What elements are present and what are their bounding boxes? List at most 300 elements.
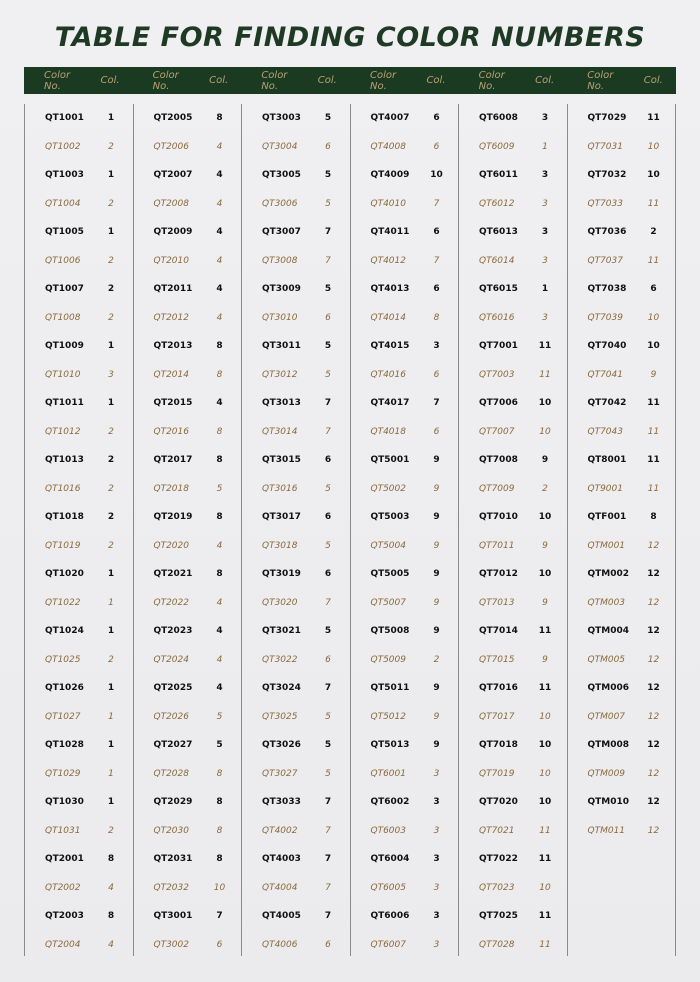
- table-row: [242, 389, 350, 418]
- color-number: 5: [325, 711, 331, 722]
- color-number: 3: [433, 882, 440, 893]
- color-number: 11: [538, 854, 552, 865]
- table-row: [351, 874, 459, 903]
- color-number: 8: [216, 369, 223, 380]
- page-title: TABLE FOR FINDING COLOR NUMBERS: [54, 22, 646, 53]
- color-number: 9: [433, 512, 440, 523]
- color-number: 6: [324, 455, 332, 466]
- color-number: 3: [433, 939, 440, 950]
- table-row: [351, 931, 459, 960]
- table-row: [459, 247, 567, 276]
- color-number: 7: [325, 426, 331, 437]
- table-row: [568, 703, 676, 732]
- table-row: [25, 560, 133, 589]
- table-row: [242, 247, 350, 276]
- table-row: [134, 703, 242, 732]
- color-code: QT1024: [45, 626, 84, 637]
- color-code: QT7041: [587, 369, 623, 380]
- color-code: QT3021: [262, 626, 301, 637]
- table-row: [25, 760, 133, 789]
- color-number: 8: [650, 512, 657, 523]
- color-number: 6: [324, 569, 332, 580]
- color-code: QT3026: [262, 740, 301, 751]
- color-number: 7: [324, 797, 332, 808]
- color-code: QT1012: [45, 426, 81, 437]
- table-row: [568, 133, 676, 162]
- color-code: QT4016: [370, 369, 406, 380]
- color-number: 8: [216, 797, 223, 808]
- table-row: [351, 646, 459, 675]
- color-number: 6: [433, 227, 440, 238]
- table-row: [568, 275, 676, 304]
- color-number: 12: [647, 683, 660, 694]
- table-row: [459, 874, 567, 903]
- table-row: [134, 304, 242, 333]
- table-row: [459, 275, 567, 304]
- color-number: 7: [433, 198, 440, 209]
- color-code: QT9001: [587, 483, 623, 494]
- color-number: 2: [108, 198, 114, 209]
- table-row: [134, 902, 242, 931]
- table-row: [351, 304, 459, 333]
- color-code: QT3003: [262, 113, 301, 124]
- color-number: 9: [541, 455, 549, 466]
- color-number: 9: [542, 540, 548, 551]
- color-code: QT1004: [45, 198, 81, 209]
- table-row: [351, 617, 459, 646]
- color-code: QT2021: [153, 569, 193, 580]
- table-row: [568, 817, 676, 846]
- table-row: [25, 332, 133, 361]
- color-number: 3: [433, 341, 440, 352]
- table-row: [351, 731, 459, 760]
- header-group: [241, 67, 350, 94]
- color-number: 2: [433, 654, 440, 665]
- color-code: QT3008: [262, 255, 298, 266]
- color-number: 8: [216, 825, 223, 836]
- table-row: [242, 190, 350, 219]
- color-number: 6: [433, 284, 440, 295]
- color-number: 10: [539, 768, 551, 779]
- color-code: QT7012: [479, 569, 518, 580]
- color-number: 3: [542, 312, 548, 323]
- table-row: [25, 646, 133, 675]
- color-number: 3: [541, 170, 549, 181]
- table-row: [568, 646, 676, 675]
- color-number: 4: [216, 255, 223, 266]
- table-row: [568, 617, 676, 646]
- color-code: QT7019: [479, 768, 515, 779]
- table-row: [459, 418, 567, 447]
- color-code: QT7013: [479, 597, 515, 608]
- color-number: 1: [107, 113, 115, 124]
- color-number: 8: [216, 341, 223, 352]
- color-number: 10: [538, 740, 552, 751]
- color-code: QT1003: [45, 170, 84, 181]
- color-code: QT2008: [153, 198, 189, 209]
- color-code: QT2029: [153, 797, 193, 808]
- table-row: [242, 931, 350, 960]
- color-code: QT3005: [262, 170, 301, 181]
- color-code: QT7022: [479, 854, 518, 865]
- color-number: 7: [433, 398, 440, 409]
- color-code: QT1025: [45, 654, 81, 665]
- color-number: 8: [216, 455, 223, 466]
- table-row: [134, 817, 242, 846]
- table-column: [134, 104, 243, 956]
- color-number: 2: [542, 483, 548, 494]
- color-number: 1: [107, 683, 115, 694]
- table-row: [568, 560, 676, 589]
- color-number: 4: [216, 227, 223, 238]
- table-row: [25, 361, 133, 390]
- color-number: 10: [538, 797, 552, 808]
- header-col: Col.: [100, 75, 120, 86]
- color-number: 7: [325, 597, 331, 608]
- color-number: 9: [433, 683, 440, 694]
- color-number: 8: [216, 113, 223, 124]
- color-number: 11: [538, 911, 552, 922]
- color-code: QTM006: [587, 683, 630, 694]
- color-number: 2: [108, 255, 114, 266]
- color-code: QT4003: [262, 854, 301, 865]
- table-row: [568, 589, 676, 618]
- table-row: [25, 190, 133, 219]
- color-code: QT1029: [45, 768, 81, 779]
- color-code: QT1010: [45, 369, 81, 380]
- color-code: QT7042: [587, 398, 627, 409]
- color-code: QT3004: [262, 141, 298, 152]
- color-number: 1: [108, 768, 114, 779]
- table-row: [25, 446, 133, 475]
- color-number: 1: [107, 227, 115, 238]
- color-code: QT2012: [153, 312, 189, 323]
- color-code: QT7014: [479, 626, 518, 637]
- color-number: 9: [433, 569, 440, 580]
- color-number: 2: [108, 312, 114, 323]
- table-row: [134, 674, 242, 703]
- header-color-no: Color No.: [152, 69, 179, 92]
- color-code: QT1019: [45, 540, 81, 551]
- color-number: 1: [108, 597, 114, 608]
- table-row: [459, 931, 567, 960]
- color-code: QT7033: [587, 198, 623, 209]
- color-code: QT4012: [370, 255, 406, 266]
- table-row: [351, 703, 459, 732]
- color-number: 5: [324, 284, 332, 295]
- color-code: QT4011: [370, 227, 410, 238]
- color-code: QTM010: [587, 797, 630, 808]
- color-code: QT6009: [479, 141, 515, 152]
- color-number: 10: [539, 711, 551, 722]
- color-number: 3: [433, 768, 440, 779]
- color-number: 9: [433, 711, 440, 722]
- color-number: 8: [433, 312, 440, 323]
- color-code: QT3027: [262, 768, 298, 779]
- color-code: QTM004: [587, 626, 630, 637]
- color-code: QT2023: [153, 626, 193, 637]
- color-number: 6: [433, 113, 440, 124]
- table-row: [568, 760, 676, 789]
- color-code: QTM001: [587, 540, 626, 551]
- table-row: [134, 190, 242, 219]
- color-code: QT6004: [370, 854, 410, 865]
- color-number: 5: [325, 540, 331, 551]
- color-code: QT3001: [153, 911, 193, 922]
- color-code: QT2016: [153, 426, 189, 437]
- table-row: [25, 788, 133, 817]
- color-number: 4: [216, 683, 223, 694]
- header-col: Col.: [317, 75, 337, 86]
- color-code: QT6007: [370, 939, 406, 950]
- color-code: QT2018: [153, 483, 189, 494]
- color-code: QT7020: [479, 797, 518, 808]
- color-code: QT6016: [479, 312, 515, 323]
- color-code: QT3016: [262, 483, 298, 494]
- color-code: QTM008: [587, 740, 630, 751]
- color-code: QT1013: [45, 455, 84, 466]
- table-row: [134, 104, 242, 133]
- table-row: [25, 161, 133, 190]
- color-code: QT1011: [45, 398, 84, 409]
- table-row: [459, 646, 567, 675]
- color-code: QT8001: [587, 455, 627, 466]
- color-number: 10: [647, 341, 660, 352]
- color-code: QT2009: [153, 227, 193, 238]
- table-row: [25, 389, 133, 418]
- color-code: QT5003: [370, 512, 410, 523]
- color-number: 11: [647, 455, 660, 466]
- color-code: QT7003: [479, 369, 515, 380]
- color-code: QT2027: [153, 740, 193, 751]
- color-code: QT2032: [153, 882, 189, 893]
- table-row: [25, 902, 133, 931]
- color-number: 8: [216, 512, 223, 523]
- color-code: QT6015: [479, 284, 518, 295]
- color-code: QT1007: [45, 284, 84, 295]
- color-code: QTM009: [587, 768, 626, 779]
- header-col: Col.: [643, 75, 663, 86]
- table-row: [242, 275, 350, 304]
- color-number: 5: [216, 711, 223, 722]
- color-code: QT5002: [370, 483, 406, 494]
- color-number: 5: [324, 740, 332, 751]
- table-row: [242, 902, 350, 931]
- color-number: 7: [325, 882, 331, 893]
- table-row: [242, 161, 350, 190]
- table-row: [25, 275, 133, 304]
- color-number: 5: [324, 170, 332, 181]
- color-code: QT2001: [45, 854, 84, 865]
- table-row: [134, 788, 242, 817]
- table-row: [134, 503, 242, 532]
- color-code: QT3033: [262, 797, 301, 808]
- color-code: QT2010: [153, 255, 189, 266]
- color-code: QT3011: [262, 341, 301, 352]
- table-row: [134, 446, 242, 475]
- color-code: QT5007: [370, 597, 406, 608]
- table-row: [134, 361, 242, 390]
- color-code: QT3010: [262, 312, 298, 323]
- color-code: QT7032: [587, 170, 627, 181]
- color-code: QT1002: [45, 141, 81, 152]
- color-number: 11: [539, 939, 551, 950]
- color-code: QT2014: [153, 369, 189, 380]
- color-number: 7: [216, 911, 223, 922]
- table-row: [568, 104, 676, 133]
- table-row: [568, 731, 676, 760]
- color-table: [24, 104, 676, 956]
- color-number: 5: [216, 740, 223, 751]
- table-row: [351, 190, 459, 219]
- table-row: [568, 418, 676, 447]
- table-row: [134, 760, 242, 789]
- color-code: QT3019: [262, 569, 301, 580]
- color-number: 4: [216, 284, 223, 295]
- color-code: QT3007: [262, 227, 301, 238]
- color-code: QT6011: [479, 170, 518, 181]
- color-number: 6: [433, 141, 440, 152]
- header-group: [350, 67, 459, 94]
- color-code: QT5013: [370, 740, 410, 751]
- table-row: [459, 218, 567, 247]
- color-code: QT3015: [262, 455, 301, 466]
- color-number: 10: [538, 512, 552, 523]
- table-row: [459, 817, 567, 846]
- table-row: [459, 446, 567, 475]
- table-row: [459, 190, 567, 219]
- table-row: [25, 931, 133, 960]
- color-number: 10: [539, 882, 551, 893]
- table-row: [351, 389, 459, 418]
- table-row: [568, 361, 676, 390]
- table-row: [242, 418, 350, 447]
- table-row: [242, 475, 350, 504]
- color-code: QT1009: [45, 341, 84, 352]
- color-number: 2: [108, 483, 114, 494]
- color-number: 1: [107, 398, 115, 409]
- table-row: [25, 475, 133, 504]
- header-color-no: Color No.: [261, 69, 288, 92]
- table-row: [351, 845, 459, 874]
- color-code: QT7023: [479, 882, 515, 893]
- color-code: QT7009: [479, 483, 515, 494]
- color-code: QT2017: [153, 455, 193, 466]
- color-code: QT7040: [587, 341, 627, 352]
- table-row: [25, 133, 133, 162]
- table-row: [568, 475, 676, 504]
- table-row: [25, 418, 133, 447]
- color-number: 3: [433, 797, 440, 808]
- table-row: [351, 446, 459, 475]
- table-row: [351, 475, 459, 504]
- table-row: [568, 446, 676, 475]
- color-code: QT7001: [479, 341, 518, 352]
- color-number: 3: [542, 255, 548, 266]
- color-number: 11: [539, 825, 551, 836]
- color-number: 10: [647, 141, 660, 152]
- color-code: QT3006: [262, 198, 298, 209]
- color-code: QT2024: [153, 654, 189, 665]
- table-row: [459, 475, 567, 504]
- color-number: 6: [216, 939, 223, 950]
- header-color-no: Color No.: [369, 69, 397, 92]
- color-code: QT7025: [479, 911, 518, 922]
- table-row: [134, 133, 242, 162]
- table-row: [459, 703, 567, 732]
- table-row: [134, 218, 242, 247]
- table-row: [568, 304, 676, 333]
- table-row: [459, 760, 567, 789]
- table-row: [459, 560, 567, 589]
- color-number: 9: [433, 455, 440, 466]
- color-code: QT5004: [370, 540, 406, 551]
- color-number: 12: [647, 740, 660, 751]
- color-number: 10: [430, 170, 443, 181]
- table-row: [459, 133, 567, 162]
- table-row: [459, 532, 567, 561]
- color-number: 6: [324, 512, 332, 523]
- color-number: 8: [107, 854, 115, 865]
- table-column: [351, 104, 460, 956]
- color-code: QT4009: [370, 170, 410, 181]
- color-number: 7: [324, 398, 332, 409]
- table-row: [25, 874, 133, 903]
- color-number: 9: [433, 626, 440, 637]
- color-code: QT7008: [479, 455, 518, 466]
- color-number: 5: [216, 483, 223, 494]
- color-number: 3: [541, 227, 549, 238]
- color-code: QT4007: [370, 113, 410, 124]
- color-code: QT1006: [45, 255, 81, 266]
- color-number: 12: [647, 768, 660, 779]
- color-code: QT3020: [262, 597, 298, 608]
- color-number: 12: [647, 825, 660, 836]
- table-row: [134, 275, 242, 304]
- color-code: QT2019: [153, 512, 193, 523]
- table-row: [459, 104, 567, 133]
- table-row: [568, 247, 676, 276]
- table-row: [351, 275, 459, 304]
- table-row: [351, 788, 459, 817]
- color-code: QT4017: [370, 398, 410, 409]
- table-row: [351, 361, 459, 390]
- color-number: 4: [216, 312, 223, 323]
- table-row: [134, 389, 242, 418]
- table-row: [242, 503, 350, 532]
- table-row: [459, 389, 567, 418]
- color-number: 5: [325, 198, 331, 209]
- color-number: 12: [647, 654, 660, 665]
- color-number: 9: [542, 654, 548, 665]
- color-code: QT7029: [587, 113, 627, 124]
- table-row: [242, 560, 350, 589]
- color-code: QT5001: [370, 455, 410, 466]
- color-code: QT7028: [479, 939, 515, 950]
- table-row: [459, 589, 567, 618]
- header-color-no: Color No.: [478, 69, 505, 92]
- color-code: QT2011: [153, 284, 193, 295]
- color-code: QT6005: [370, 882, 406, 893]
- color-number: 11: [647, 426, 660, 437]
- color-code: QT4010: [370, 198, 406, 209]
- table-row: [351, 104, 459, 133]
- color-code: QT1031: [45, 825, 81, 836]
- header-group: [459, 67, 568, 94]
- color-number: 2: [107, 455, 115, 466]
- color-code: QT3012: [262, 369, 298, 380]
- color-code: QT1026: [45, 683, 84, 694]
